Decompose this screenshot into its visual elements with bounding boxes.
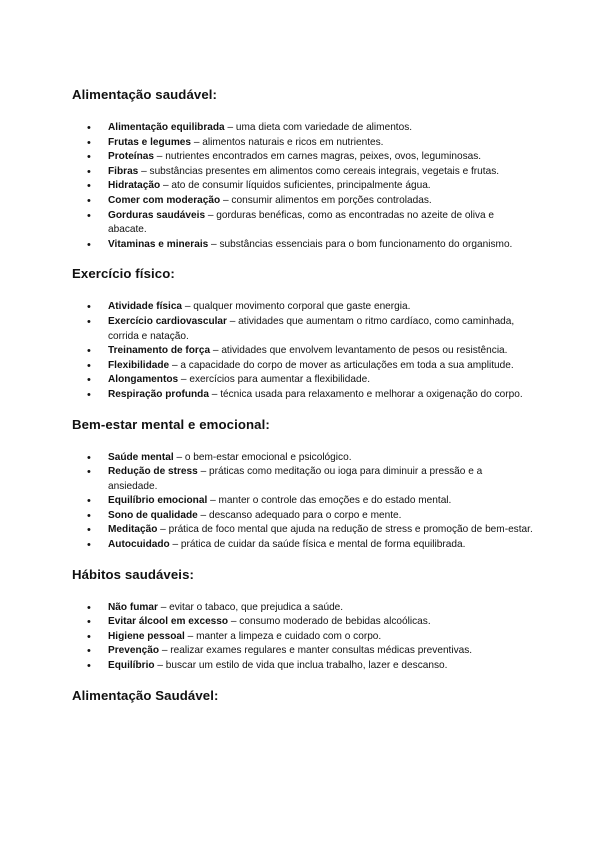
list-item [72,465,534,494]
list-item [72,121,534,136]
list-item [72,179,534,194]
item-description: – descanso adequado para o corpo e mente. [197,509,402,521]
section-heading: Alimentação saudável: [72,87,218,102]
item-term: Gorduras saudáveis [108,209,206,221]
item-description: – manter a limpeza e cuidado com o corpo. [184,630,382,642]
item-description: – o bem-estar emocional e psicológico. [173,451,352,463]
list-item [72,136,534,151]
item-description: – atividades que envolvem levantamento de pesos ou resistência. [210,345,508,357]
item-description: – prática de cuidar da saúde física e mental de forma equilibrada. [169,539,466,551]
bullet-list [72,451,534,553]
item-term: Não fumar [108,601,158,613]
item-description: – substâncias presentes em alimentos como cereais integrais, vegetais e frutas. [138,165,500,177]
item-term: Hidratação [108,180,161,192]
item-term: Alimentação equilibrada [108,122,225,133]
document-content [72,86,534,722]
item-term: Respiração profunda [108,388,209,400]
item-description: – substâncias essenciais para o bom funcionamento do organismo. [208,238,513,250]
item-description: – consumir alimentos em porções controladas. [220,194,432,206]
item-term: Comer com moderação [108,194,221,206]
list-item [72,630,534,645]
item-term: Redução de stress [108,466,198,478]
section-habitos [72,566,534,674]
list-item [72,344,534,359]
list-item [72,523,534,538]
item-description: – ato de consumir líquidos suficientes, principalmente água. [160,180,431,192]
list-item [72,238,534,253]
item-description: – alimentos naturais e ricos em nutrientes. [191,136,384,148]
list-item [72,509,534,524]
bullet-list [72,601,534,674]
item-description: – nutrientes encontrados em carnes magras, peixes, ovos, leguminosas. [154,151,482,163]
bullet-list [72,121,534,252]
item-description: – atividades que aumentam o ritmo cardíaco, como caminhada, corrida e natação. [108,315,515,342]
item-description: – práticas como meditação ou ioga para diminuir a pressão e a ansiedade. [108,466,483,492]
list-item [72,209,534,238]
item-term: Meditação [108,524,158,536]
list-item [72,644,534,659]
item-term: Treinamento de força [108,345,211,357]
list-item [72,150,534,165]
item-term: Exercício cardiovascular [108,315,227,327]
item-description: – exercícios para aumentar a flexibilidade. [178,374,370,386]
list-item [72,494,534,509]
section-exercicio [72,265,534,402]
section-heading-final: Alimentação Saudável: [72,687,219,703]
item-term: Equilíbrio emocional [108,495,208,507]
list-item [72,373,534,388]
item-description: – prática de foco mental que ajuda na redução de stress e promoção de bem-estar. [157,524,533,536]
item-term: Sono de qualidade [108,509,198,521]
item-description: – uma dieta com variedade de alimentos. [224,122,413,133]
item-term: Fibras [108,165,139,177]
item-term: Saúde mental [108,451,174,463]
item-term: Equilíbrio [108,660,155,672]
item-term: Atividade física [108,301,183,313]
list-item [72,300,534,315]
list-item [72,601,534,616]
item-term: Alongamentos [108,374,179,386]
section-heading: Bem-estar mental e emocional: [72,416,270,432]
section-heading: Exercício físico: [72,266,175,282]
item-description: – técnica usada para relaxamento e melhorar a oxigenação do corpo. [208,388,523,400]
item-description: – gorduras benéficas, como as encontradas no azeite de oliva e abacate. [108,209,495,236]
section-heading: Hábitos saudáveis: [72,566,194,582]
list-item [72,315,534,344]
item-description: – realizar exames regulares e manter consultas médicas preventivas. [159,645,473,657]
list-item [72,451,534,466]
item-description: – evitar o tabaco, que prejudica a saúde. [157,601,344,613]
item-term: Higiene pessoal [108,630,185,642]
list-item [72,659,534,674]
item-description: – consumo moderado de bebidas alcoólicas. [228,616,431,628]
item-term: Prevenção [108,645,160,657]
item-description: – buscar um estilo de vida que inclua trabalho, lazer e descanso. [154,660,448,672]
list-item [72,194,534,209]
item-term: Autocuidado [108,539,170,551]
item-term: Frutas e legumes [108,136,192,148]
item-description: – qualquer movimento corporal que gaste energia. [182,301,411,313]
list-item [72,165,534,180]
list-item [72,388,534,403]
item-description: – manter o controle das emoções e do estado mental. [207,495,452,507]
item-term: Flexibilidade [108,359,170,371]
list-item [72,359,534,374]
section-bem-estar [72,416,534,553]
section-alimentacao [72,86,534,252]
item-term: Vitaminas e minerais [108,238,209,250]
item-description: – a capacidade do corpo de mover as articulações em toda a sua amplitude. [169,359,514,371]
item-term: Proteínas [108,151,154,163]
bullet-list [72,300,534,402]
list-item [72,615,534,630]
item-term: Evitar álcool em excesso [108,616,229,628]
list-item [72,538,534,553]
